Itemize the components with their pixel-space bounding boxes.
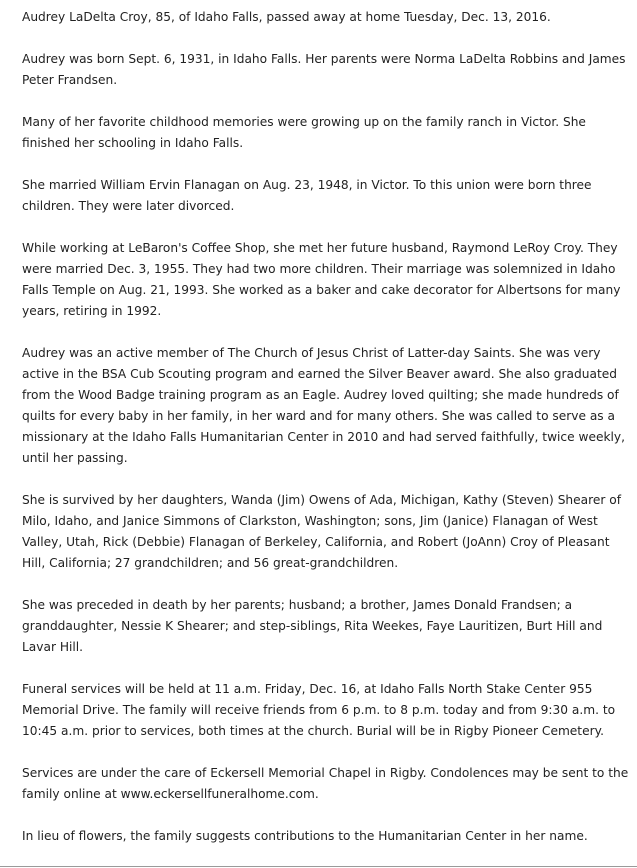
paragraph-first-marriage: She married William Ervin Flanagan on Aug. 23, 1948, in Victor. To this union were born three children. They were later divorced.	[22, 178, 592, 213]
paragraph-preceded-in-death: She was preceded in death by her parents; husband; a brother, James Donald Frandsen; a granddaughter, Nessie K Shearer; and step-siblings, Rita Weekes, Faye Lauritizen, Burt Hill and Lavar Hill.	[22, 598, 603, 654]
bottom-divider	[0, 866, 637, 867]
paragraph-survivors: She is survived by her daughters, Wanda (Jim) Owens of Ada, Michigan, Kathy (Steven) Shearer of Milo, Idaho, and Janice Simmons of Clarkston, Washington; sons, Jim (Janice) Flanagan of West Valley, Utah, Rick (Debbie) Flanagan of Berkeley, California, and Robert (JoAnn) Croy of Pleasant Hill, California; 27 grandchildren; and 56 great-grandchildren.	[22, 493, 621, 570]
paragraph-condolences: Services are under the care of Eckersell Memorial Chapel in Rigby. Condolences may be sent to the family online at www.eckersellfuneralhome.com.	[22, 766, 629, 801]
paragraph-second-marriage: While working at LeBaron's Coffee Shop, she met her future husband, Raymond LeRoy Croy. They were married Dec. 3, 1955. They had two more children. Their marriage was solemnized in Idaho Falls Temple on Aug. 21, 1993. She worked as a baker and cake decorator for Albertsons for many years, retiring in 1992.	[22, 241, 621, 318]
paragraph-childhood: Many of her favorite childhood memories were growing up on the family ranch in Victor. She finished her schooling in Idaho Falls.	[22, 115, 586, 150]
paragraph-church-service: Audrey was an active member of The Church of Jesus Christ of Latter-day Saints. She was very active in the BSA Cub Scouting program and earned the Silver Beaver award. She also graduated from the Wood Badge training program as an Eagle. Audrey loved quilting; she made hundreds of quilts for every baby in her family, in her ward and for many others. She was called to serve as a missionary at the Idaho Falls Humanitarian Center in 2010 and had served faithfully, twice weekly, until her passing.	[22, 346, 625, 465]
paragraph-in-lieu-of-flowers: In lieu of flowers, the family suggests contributions to the Humanitarian Center in her name.	[22, 829, 588, 843]
paragraph-birth: Audrey was born Sept. 6, 1931, in Idaho Falls. Her parents were Norma LaDelta Robbins and James Peter Frandsen.	[22, 52, 626, 87]
paragraph-death-notice: Audrey LaDelta Croy, 85, of Idaho Falls, passed away at home Tuesday, Dec. 13, 2016.	[22, 10, 551, 24]
paragraph-funeral-services: Funeral services will be held at 11 a.m. Friday, Dec. 16, at Idaho Falls North Stake Center 955 Memorial Drive. The family will receive friends from 6 p.m. to 8 p.m. today and from 9:30 a.m. to 10:45 a.m. prior to services, both times at the church. Burial will be in Rigby Pioneer Cemetery.	[22, 682, 616, 738]
